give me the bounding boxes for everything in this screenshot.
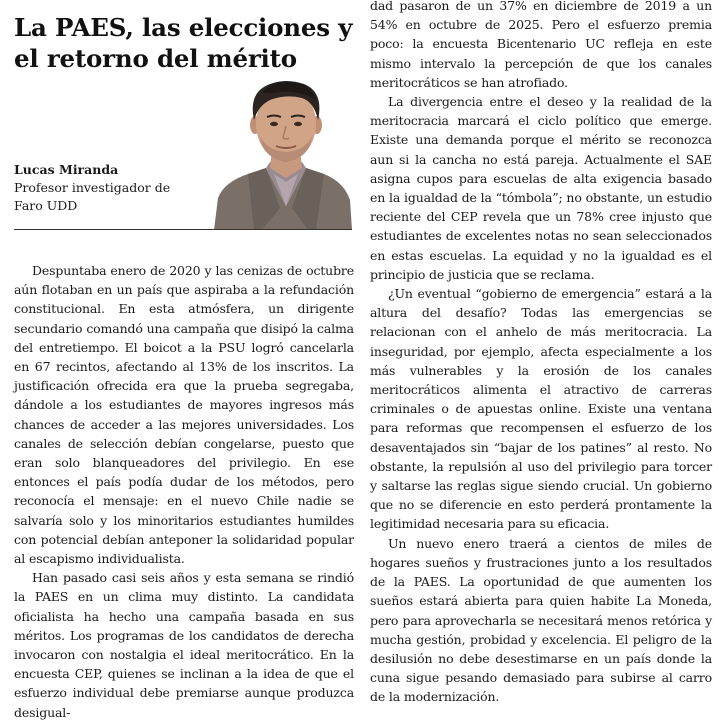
author-role: Profesor investigador de Faro UDD	[14, 180, 171, 213]
article-column-right	[370, 0, 712, 707]
article-paragraph-continuation: dad pasaron de un 37% en diciembre de 2019 a un 54% en octubre de 2025. Pero el esfuerzo premia poco: la encuesta Bicentenario UC refleja en este mismo intervalo la percepción de que los canales meritocráticos se han atrofiado.	[370, 0, 712, 90]
author-name: Lucas Miranda	[14, 162, 119, 177]
author-block	[14, 161, 174, 215]
article-paragraph: ¿Un eventual “gobierno de emergencia” estará a la altura del desafío? Todas las emergencias se relacionan con el anhelo de más meritocracia. La inseguridad, por ejemplo, afecta especialmente a los más vulnerables y la erosión de los canales meritocráticos alimenta el atractivo de carreras criminales o de apuestas online. Existe una ventana para reformas que recompensen el esfuerzo de los desaventajados sin “bajar de los patines” al resto. No obstante, la repulsión al uso del privilegio para torcer y saltarse las reglas sigue siendo crucial. Un gobierno que no se diferencie en esto perderá prontamente la legitimidad necesaria para su eficacia.	[370, 286, 712, 532]
author-divider	[14, 229, 352, 230]
article-title: La PAES, las elecciones y el retorno del mérito	[14, 13, 353, 73]
article-paragraph: Un nuevo enero traerá a cientos de miles de hogares sueños y frustraciones junto a los resultados de la PAES. La oportunidad de que aumenten los sueños estará abierta para quien habite La Moneda, pero para aprovecharla se necesitará menos retórica y mucha gestión, probidad y excelencia. El peligro de la desilusión no debe desestimarse en un país donde la cuna sigue pesando demasiado para subirse al carro de la modernización.	[370, 535, 712, 705]
article-paragraph: Han pasado casi seis años y esta semana se rindió la PAES en un clima muy distinto. La candidata oficialista ha hecho una campaña basada en sus méritos. Los programas de los candidatos de derecha invocaron con nostalgia el ideal meritocrático. En la encuesta CEP, quienes se inclinan a la idea de que el esfuerzo individual debe premiarse aunque produzca desigual-	[14, 570, 354, 720]
article-column-left	[14, 261, 354, 722]
author-portrait-icon	[214, 78, 352, 230]
article-paragraph: Despuntaba enero de 2020 y las cenizas de octubre aún flotaban en un país que aspiraba a la refundación constitucional. En esta atmósfera, un dirigente secundario comandó una campaña que disipó la calma del entretiempo. El boicot a la PSU logró cancelarla en 67 recintos, afectando al 13% de los inscritos. La justificación ofrecida era que la prueba segregaba, dándole a los estudiantes de mayores ingresos más chances de acceder a las mejores universidades. Los canales de selección debían congelarse, puesto que eran solo blanqueadores del privilegio. En ese entonces el país podía dudar de los métodos, pero reconocía el mensaje: en el nuevo Chile nadie se salvaría solo y los minoritarios estudiantes humildes con potencial debían anteponer la solidaridad popular al escapismo individualista.	[14, 263, 354, 567]
article-paragraph: La divergencia entre el deseo y la realidad de la meritocracia marcará el ciclo político que emerge. Existe una demanda porque el mérito se reconozca aun si la cancha no está pareja. Actualmente el SAE asigna cupos para escuelas de alta exigencia basado en la igualdad de la “tómbola”; no obstante, un estudio reciente del CEP revela que un 78% cree injusto que estudiantes de excelentes notas no sean seleccionados en estas escuelas. La equidad y no la igualdad es el principio de justicia que se reclama.	[370, 94, 712, 282]
